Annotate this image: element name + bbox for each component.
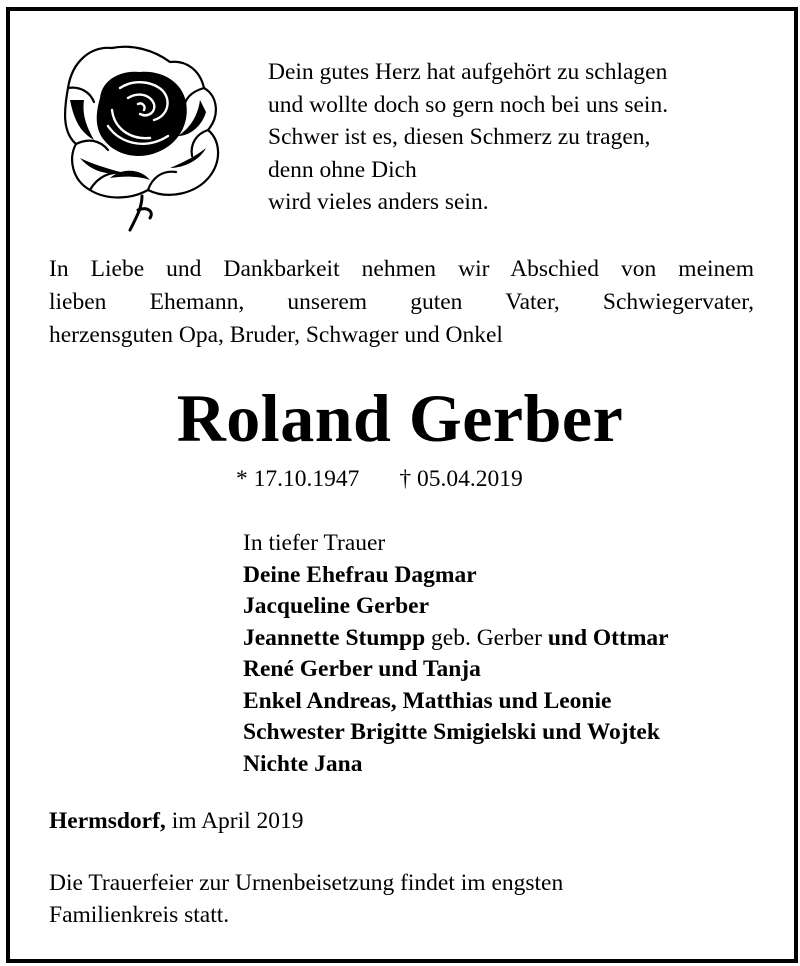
birth-date: * 17.10.1947	[236, 466, 360, 492]
place-date	[49, 805, 304, 837]
poem-line: Dein gutes Herz hat aufgehört zu schlagen	[268, 59, 668, 85]
mourner-child: René Gerber und Tanja	[243, 656, 481, 682]
mourner-sister: Schwester Brigitte Smigielski und Wojtek	[243, 719, 660, 745]
mourner-grandchildren: Enkel Andreas, Matthias und Leonie	[243, 687, 612, 714]
maiden-name: geb. Gerber	[425, 624, 548, 651]
intro-line: herzensguten Opa, Bruder, Schwager und Onkel	[49, 322, 503, 348]
poem-line: denn ohne Dich	[268, 156, 417, 183]
deceased-name: Roland Gerber	[176, 380, 624, 456]
mourners-list	[243, 528, 669, 780]
intro-line: lieben Ehemann, unserem guten Vater, Schwiegervater,	[49, 289, 754, 315]
mourner-child	[243, 623, 669, 655]
funeral-line: Familienkreis statt.	[49, 902, 230, 928]
intro-line: In Liebe und Dankbarkeit nehmen wir Abschied von meinem	[49, 256, 754, 282]
mourner-wife: Deine Ehefrau Dagmar	[243, 561, 477, 588]
mourner-child: Jacqueline Gerber	[243, 593, 430, 619]
poem	[268, 56, 668, 219]
mourners-heading: In tiefer Trauer	[243, 530, 386, 556]
place-town: Hermsdorf,	[49, 808, 166, 834]
funeral-line: Die Trauerfeier zur Urnenbeisetzung findet im engsten	[49, 870, 564, 896]
place-month: im April 2019	[165, 808, 304, 834]
mourner-niece: Nichte Jana	[243, 750, 363, 777]
funeral-note	[49, 867, 563, 931]
poem-line: wird vieles anders sein.	[268, 189, 489, 215]
mourner-partner: und Ottmar	[547, 624, 669, 651]
mourner-child-name: Jeannette Stumpp	[243, 624, 426, 651]
death-date: † 05.04.2019	[399, 466, 523, 492]
life-dates	[236, 463, 523, 495]
poem-line: und wollte doch so gern noch bei uns sein.	[268, 91, 669, 118]
intro-text	[49, 253, 754, 352]
rose-icon	[50, 40, 230, 235]
poem-line: Schwer ist es, diesen Schmerz zu tragen,	[268, 124, 651, 150]
